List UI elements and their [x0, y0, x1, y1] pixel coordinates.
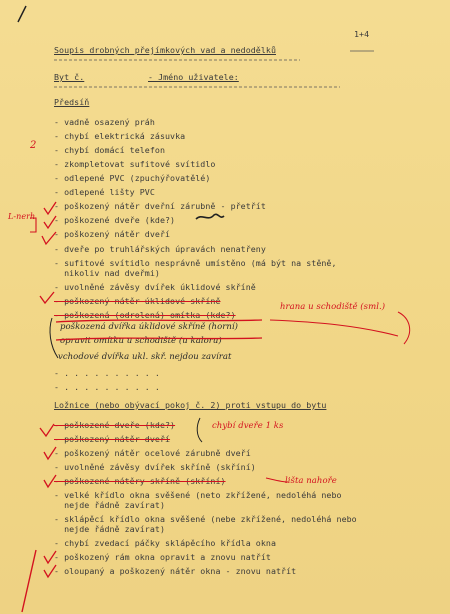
list-item: - uvolněné závěsy dvířek skříně (skříní): [54, 462, 256, 472]
list-item: - poškozené dveře (kde?): [54, 215, 176, 225]
list-item: nejde řádně zavírat): [54, 500, 165, 510]
list-item: - odlepené lišty PVC: [54, 187, 155, 197]
document-title: Soupis drobných přejímkových vad a nedodělků: [54, 45, 276, 55]
list-item: - . . . . . . . . . .: [54, 368, 160, 378]
handwritten-note: hrana u schodiště (sml.): [280, 302, 386, 312]
handwritten-note: lišta nahoře: [285, 476, 337, 486]
list-item: - sufitové svítidlo nesprávně umístěno (má být na stěně,: [54, 258, 337, 268]
list-item: - zkompletovat sufitové svítidlo: [54, 159, 216, 169]
list-item: - chybí domácí telefon: [54, 145, 165, 155]
list-item: - chybí elektrická zásuvka: [54, 131, 186, 141]
list-item: - oloupaný a poškozený nátěr okna - znovu natřít: [54, 566, 297, 576]
handwritten-note: poškozená dvířka úklidové skříně (horní): [60, 322, 239, 332]
list-item-struck: - poškozené nátěry skříně (skříní): [54, 476, 226, 486]
list-item: - poškozený nátěr dveřní zárubně - přetřít: [54, 201, 266, 211]
list-item: - chybí zvedací páčky sklápěcího křídla okna: [54, 538, 276, 548]
list-item: nejde řádně zavírat): [54, 524, 165, 534]
list-item-struck: - poškozený nátěr dveří: [54, 434, 171, 444]
section-heading-hallway: Předsíň: [54, 97, 90, 107]
page-number: 1+4: [354, 29, 370, 39]
list-item-struck: - poškozené dveře (kde?): [54, 420, 176, 430]
handwritten-note: opravit omítku u schodiště (u kaloru): [60, 336, 222, 346]
list-item: nikoliv nad dveřmi): [54, 268, 160, 278]
handwritten-note: vchodové dvířka ukl. skř. nejdou zavírat: [58, 352, 232, 362]
list-item: - . . . . . . . . . .: [54, 382, 160, 392]
section-heading-bedroom: Ložnice (nebo obývací pokoj č. 2) proti vstupu do bytu: [54, 400, 327, 410]
list-item: - dveře po truhlářských úpravách nenatřeny: [54, 244, 266, 254]
user-name-label: - Jméno uživatele:: [148, 72, 239, 82]
list-item: - poškozený nátěr dveří: [54, 229, 171, 239]
list-item: - uvolněné závěsy dvířek úklidové skříně: [54, 282, 256, 292]
list-item: - sklápěcí křídlo okna svěšené (nebe zkřížené, nedoléhá nebo: [54, 514, 357, 524]
handwritten-note: chybí dveře 1 ks: [212, 421, 284, 431]
list-item: - odlepené PVC (zpuchýřovatělé): [54, 173, 211, 183]
list-item: - poškozený nátěr ocelové zárubně dveří: [54, 448, 251, 458]
handwritten-margin-note: L-nerh: [8, 212, 36, 221]
flat-number-label: Byt č.: [54, 72, 85, 82]
list-item: - velké křídlo okna svěšené (neto zkřížené, nedoléhá nebo: [54, 490, 342, 500]
list-item-struck: - poškozená (odrolená) omítka (kde?): [54, 310, 236, 320]
list-item-struck: - poškozený nátěr úklidové skříně: [54, 296, 221, 306]
list-item: - vadně osazený práh: [54, 117, 155, 127]
list-item: - poškozený rám okna opravit a znovu natřít: [54, 552, 271, 562]
handwritten-margin-number: 2: [30, 140, 37, 151]
